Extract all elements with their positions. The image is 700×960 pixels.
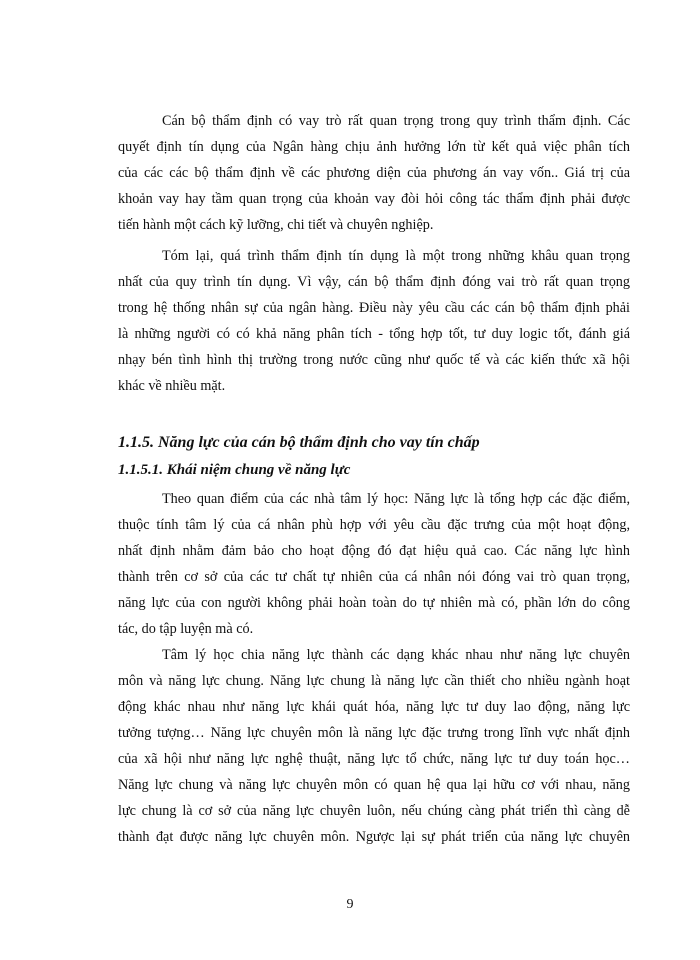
text-line: quyết định tín dụng của Ngân hàng chịu ảnh hưởng lớn từ kết quả việc phân tích: [118, 139, 630, 155]
text-line: tác, do tập luyện mà có.: [118, 621, 254, 637]
text-line: tưởng tượng… Năng lực chuyên môn là năng lực đặc trưng trong lĩnh vực nhất định: [118, 725, 630, 741]
text-line: khác về nhiều mặt.: [118, 378, 226, 394]
paragraph-3: [118, 486, 630, 642]
text-line: tiến hành một cách kỹ lưỡng, chi tiết và chuyên nghiệp.: [118, 217, 434, 233]
text-line: Theo quan điểm của các nhà tâm lý học: Năng lực là tổng hợp các đặc điểm,: [162, 491, 630, 507]
paragraph-1: [118, 108, 630, 238]
page-number: 9: [346, 897, 354, 912]
text-line: lực chung là cơ sở của năng lực chuyên luôn, nếu chúng càng phát triển thì càng dễ: [118, 803, 630, 819]
text-line: của các các bộ thẩm định về các phương diện của phương án vay vốn.. Giá trị của: [118, 165, 630, 181]
text-line: nhất của quy trình tín dụng. Vì vậy, cán bộ thẩm định đóng vai trò rất quan trọng: [118, 274, 630, 290]
text-line: Cán bộ thẩm định có vay trò rất quan trọng trong quy trình thẩm định. Các: [162, 113, 630, 129]
text-line: Tóm lại, quá trình thẩm định tín dụng là một trong những khâu quan trọng: [162, 248, 630, 264]
text-line: trong hệ thống nhân sự của ngân hàng. Điều này yêu cầu các cán bộ thẩm định phải: [118, 300, 630, 316]
text-line: môn và năng lực chung. Năng lực chung là năng lực cần thiết cho nhiều ngành hoạt: [118, 673, 630, 689]
text-line: nhạy bén tình hình thị trường trong nước cũng như quốc tế và các kiến thức xã hội: [118, 352, 630, 368]
text-line: của xã hội như năng lực nghệ thuật, năng lực tổ chức, năng lực tư duy toán học…: [118, 751, 630, 767]
text-line: nhất định nhằm đảm bảo cho hoạt động đó đạt hiệu quả cao. Các năng lực hình: [118, 543, 630, 559]
text-line: Năng lực chung và năng lực chuyên môn có quan hệ qua lại hữu cơ với nhau, năng: [118, 777, 630, 793]
text-line: Tâm lý học chia năng lực thành các dạng khác nhau như năng lực chuyên: [162, 647, 630, 663]
text-line: thành trên cơ sở của các tư chất tự nhiên của cá nhân nói đóng vai trò quan trọng,: [118, 569, 630, 585]
text-line: là những người có có khả năng phân tích - tổng hợp tốt, tư duy logic tốt, đánh giá: [118, 326, 630, 342]
text-line: động khác nhau như năng lực khái quát hóa, năng lực tư duy lao động, năng lực: [118, 699, 630, 715]
paragraph-2: [118, 243, 630, 399]
text-line: thành đạt được năng lực chuyên môn. Ngược lại sự phát triển của năng lực chuyên: [118, 829, 630, 845]
text-line: năng lực của con người không phải hoàn toàn do tự nhiên mà có, phần lớn do công: [118, 595, 630, 611]
subsection-heading: 1.1.5.1. Khái niệm chung về năng lực: [118, 462, 351, 478]
text-line: thuộc tính tâm lý của cá nhân phù hợp với yêu cầu đặc trưng của một hoạt động,: [118, 517, 630, 533]
paragraph-4: [118, 642, 630, 850]
text-line: khoản vay hay tầm quan trọng của khoản vay đòi hỏi công tác thẩm định phải được: [118, 191, 630, 207]
section-heading: 1.1.5. Năng lực của cán bộ thẩm định cho vay tín chấp: [118, 434, 480, 451]
